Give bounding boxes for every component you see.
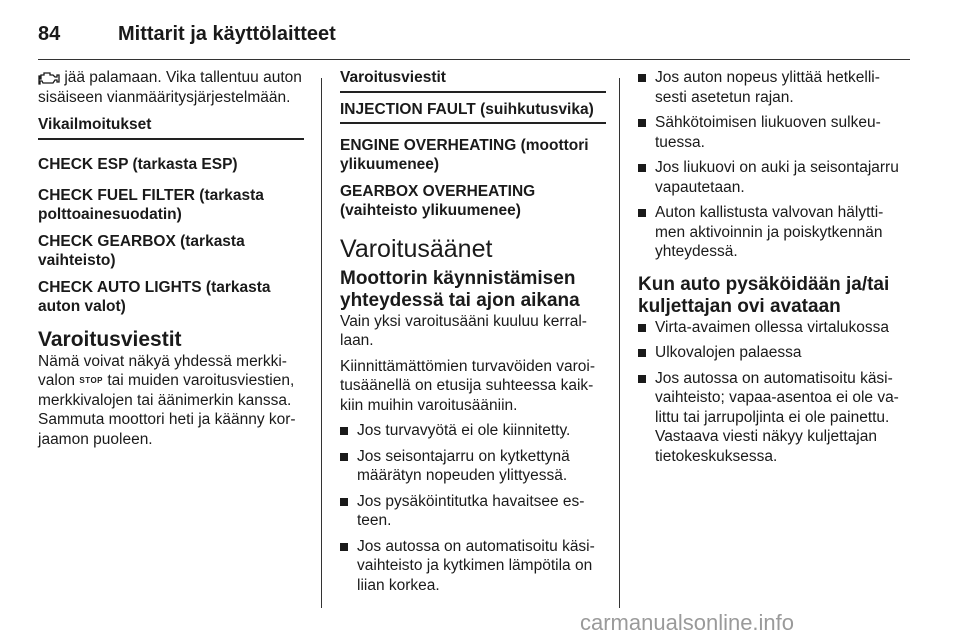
bullet-icon <box>638 119 646 127</box>
bullet-list <box>340 421 606 595</box>
warnings-section-heading: Varoitusviestit <box>340 68 606 93</box>
warning-item: ENGINE OVERHEATING (moottori ylikuumenee) <box>340 136 589 173</box>
warnings-paragraph <box>38 352 304 450</box>
intro-paragraph <box>38 68 304 107</box>
fault-item: CHECK AUTO LIGHTS (tarkasta auton valot) <box>38 278 271 315</box>
bullet-icon <box>638 209 646 217</box>
bullet-icon <box>340 453 348 461</box>
warnings-text-2: tai muiden varoitusviestien, merkkivalojen tai äänimerkin kanssa. Sammuta moottori heti ja käänny kor-jaamon puoleen. <box>38 372 296 448</box>
paragraph: Vain yksi varoitusääni kuuluu kerral-laan. <box>340 312 587 349</box>
page-number: 84 <box>38 22 61 45</box>
bullet-icon <box>638 375 646 383</box>
bullet-icon <box>638 74 646 82</box>
column-divider-1 <box>321 78 322 608</box>
list-item: Virta-avaimen ollessa virtalukossa <box>638 318 904 338</box>
bullet-list <box>638 318 904 467</box>
fault-item: CHECK FUEL FILTER (tarkasta polttoainesuodatin) <box>38 186 264 223</box>
list-item: Jos autossa on automatisoitu käsi-vaihteisto ja kytkimen lämpötila on liian korkea. <box>340 537 606 596</box>
list-item: Jos liukuovi on auki ja seisontajarru vapautetaan. <box>638 158 904 197</box>
stop-icon: STOP <box>79 376 104 386</box>
bullet-list <box>638 68 904 262</box>
sounds-heading: Varoitusäänet <box>340 234 493 263</box>
bullet-icon <box>340 498 348 506</box>
faults-heading: Vikailmoitukset <box>38 115 304 140</box>
watermark: carmanualsonline.info <box>580 610 795 635</box>
page-header <box>38 10 918 58</box>
warning-item: INJECTION FAULT (suihkutusvika) <box>340 100 606 124</box>
header-divider <box>38 59 910 60</box>
bullet-icon <box>638 164 646 172</box>
list-item: Ulkovalojen palaessa <box>638 343 904 363</box>
bullet-icon <box>340 543 348 551</box>
parked-heading: Kun auto pysäköidään ja/tai kuljettajan ovi avataan <box>638 273 890 317</box>
engine-check-icon <box>38 71 60 85</box>
warnings-text-1: Nämä voivat näkyä yhdessä merkki-valon <box>38 352 287 389</box>
intro-text: jää palamaan. Vika tallentuu auton sisäiseen vianmääritysjärjestelmään. <box>38 69 302 106</box>
list-item: Jos autossa on automatisoitu käsi-vaihteisto; vapaa-asentoa ei ole va-littu tai jarrupoljinta ei ole painettu. Vastaava viesti näkyy kuljettajan tietokeskuksessa. <box>638 369 904 467</box>
column-2 <box>340 68 606 601</box>
bullet-icon <box>638 324 646 332</box>
list-item: Jos auton nopeus ylittää hetkelli-sesti asetetun rajan. <box>638 68 904 107</box>
warning-item: GEARBOX OVERHEATING (vaihteisto ylikuumenee) <box>340 182 536 219</box>
fault-item: CHECK GEARBOX (tarkasta vaihteisto) <box>38 232 245 269</box>
paragraph: Kiinnittämättömien turvavöiden varoi-tusäänellä on etusija suhteessa kaik-kiin muihin varoitusääniin. <box>340 357 596 414</box>
list-item: Jos turvavyötä ei ole kiinnitetty. <box>340 421 606 441</box>
column-divider-2 <box>619 78 620 608</box>
warnings-heading: Varoitusviestit <box>38 327 182 351</box>
chapter-title: Mittarit ja käyttölaitteet <box>118 22 336 45</box>
list-item: Jos seisontajarru on kytkettynä määrätyn nopeuden ylittyessä. <box>340 447 606 486</box>
list-item: Auton kallistusta valvovan hälytti-men aktivoinnin ja poiskytkennän yhteydessä. <box>638 203 904 262</box>
column-3 <box>638 68 904 472</box>
column-1 <box>38 68 304 449</box>
bullet-icon <box>638 349 646 357</box>
fault-item: CHECK ESP (tarkasta ESP) <box>38 155 238 173</box>
engine-start-heading: Moottorin käynnistämisen yhteydessä tai ajon aikana <box>340 267 580 311</box>
list-item: Sähkötoimisen liukuoven sulkeu-tuessa. <box>638 113 904 152</box>
list-item: Jos pysäköintitutka havaitsee es-teen. <box>340 492 606 531</box>
bullet-icon <box>340 427 348 435</box>
